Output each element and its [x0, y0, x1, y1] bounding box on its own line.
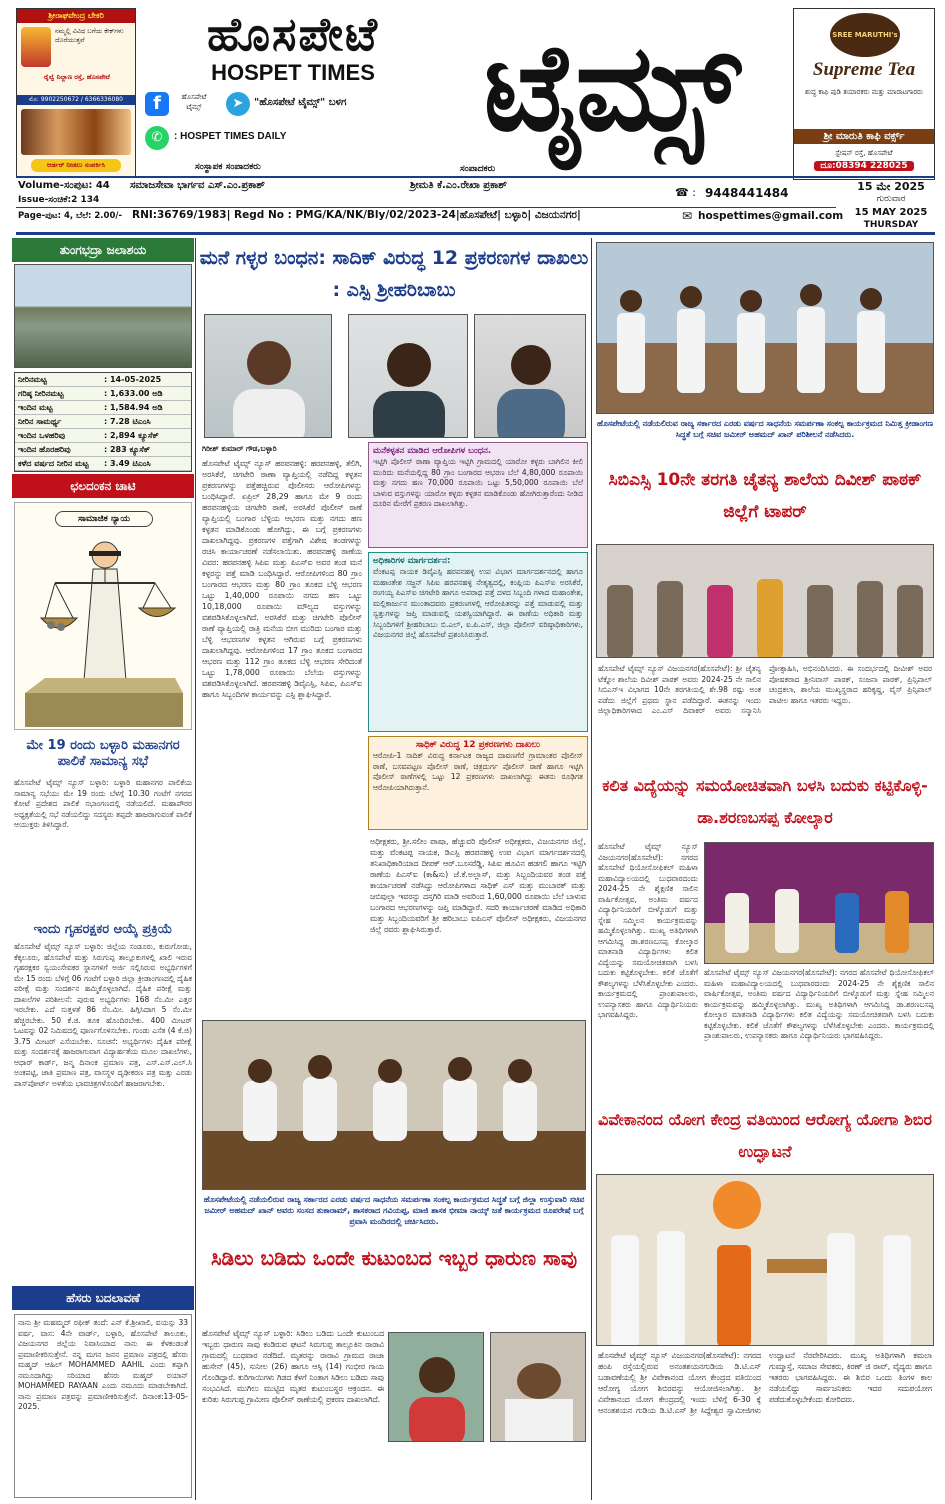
title-english: HOSPET TIMES: [211, 60, 375, 85]
accused-photo-1: [204, 314, 332, 438]
masthead: [0, 0, 945, 236]
stadium-caption: ಹೊಸಪೇಟೆಯಲ್ಲಿ ನಡೆಯಲಿರುವ ರಾಜ್ಯ ಸರ್ಕಾರದ ಎರಡು ವರ್ಷದ ಸಾಧನೆಯ ಸಮರ್ಪಣಾ ಸಂಕಲ್ಪ ಕಾರ್ಯಕ್ರಮದ ನಿಮಿತ್ತ ಕ್ರೀಡಾಂಗಣ ಸಿದ್ಧತೆ ಬಗ್ಗೆ ಸಚಿವ ಜಮೀರ್ ಅಹಮದ್ ಖಾನ್ ಪರಿಶೀಲನೆ ನಡೆಸಿದರು.: [596, 419, 934, 439]
dam-row-value: : 283 ಕ್ಯೂಸೆಕ್: [104, 445, 151, 454]
telegram-label: "ಹೊಸಪೇಟೆ ಟೈಮ್ಸ್" ಬಳಗ: [254, 97, 347, 108]
phone-number: 9448441484: [705, 186, 789, 200]
dam-row-label: ನೀರಿನಮಟ್ಟ: [18, 375, 47, 384]
cbse-photo: [596, 544, 934, 658]
info-box-3-body: ಆರೋಪಿ-1 ಸಾದಿಕ್ ವಿರುದ್ಧ ಕರ್ನಾಟಕ ರಾಜ್ಯದ ದಾವಣಗೆರೆ ಗ್ರಾಮಾಂತರ ಪೊಲೀಸ್ ಠಾಣೆ, ಬಸವಪಟ್ಟಣ ಪೊಲೀಸ್ ಠಾಣೆ, ಚಿತ್ರದುರ್ಗ ಪೊಲೀಸ್ ಠಾಣೆ ಹಾಗೂ ಇಟ್ಟಿಗಿ ಪೊಲೀಸ್ ಠಾಣೆಗಳಲ್ಲಿ ಒಟ್ಟು 12 ಪ್ರಕರಣಗಳು ದಾಖಲಾಗಿದ್ದು ಈತನು ರೂಢಿಗತ ಆರೋಪಿಯಾಗಿರುತ್ತಾನೆ.: [373, 751, 583, 792]
editor-name: ಶ್ರೀಮತಿ ಕೆ.ಎಂ.ರೇಖಾ ಪ್ರಕಾಶ್: [410, 180, 507, 191]
lead-byline: ಗಿರೀಶ್ ಕುಮಾರ್ ಗೌಡ,ಬಳ್ಳಾರಿ: [202, 444, 277, 453]
yoga-body: ಹೊಸಪೇಟೆ ಟೈಮ್ಸ್ ನ್ಯೂಸ್ ವಿಜಯನಗರ(ಹೊಸಪೇಟೆ): ನಗರದ ಹಂಪಿ ರಸ್ತೆಯಲ್ಲಿರುವ ಅನಂತಶಯನಗುಡಿಯ ಡಿ.ಟಿ.ಎಸ್ ಬಡಾವಣೆಯಲ್ಲಿ ಶ್ರೀ ವಿವೇಕಾನಂದ ಯೋಗ ಕೇಂದ್ರದ ವತಿಯಿಂದ ಆರೋಗ್ಯ ಯೋಗ ಶಿಬಿರವನ್ನು ಆಯೋಜಿಸಲಾಗಿತ್ತು. ಶ್ರೀ ವಿವೇಕಾನಂದ ಯೋಗ ಕೇಂದ್ರದಲ್ಲಿ ಇಂದು ಬೆಳಿಗ್ಗೆ 6-30 ಕ್ಕೆ ಆನಂತಶಯನ ಗುಡಿಯ ಡಿ.ಟಿ.ಎಸ್ ಶ್ರೀ ಸಿದ್ದೇಶ್ವರ ಸ್ವಾಮೀಜಿಗಳು ಉದ್ಘಾಟನೆ ನೆರವೇರಿಸಿದರು. ಮುಖ್ಯ ಅತಿಥಿಗಳಾಗಿ ಕಮಲಾ ಗುಮ್ಮಾಸ್ತೆ, ಸಮಾಜ ಸೇವಕರು, ಕಿರಣ್ ಜಿ ರಾವ್, ವೈದ್ಯರು ಹಾಗೂ ಇತರರು ಭಾಗವಹಿಸಿದ್ದರು. ಈ ಶಿಬಿರ ಒಂದು ತಿಂಗಳ ಕಾಲ ನಡೆಯಲಿದ್ದು ಸಾರ್ವಜನಿಕರು ಇದರ ಸದುಪಯೋಗ ಪಡೆದುಕೊಳ್ಳಬೇಕೆಂದು ಕೋರಿದರು.: [598, 1351, 932, 1415]
date-kannada: 15 ಮೇ 2025: [857, 180, 925, 193]
center-column: [198, 238, 590, 1500]
dam-row: [15, 401, 191, 415]
stadium-photo: [596, 242, 934, 414]
whatsapp-label: : HOSPET TIMES DAILY: [174, 131, 287, 142]
founder-label: ಸಂಸ್ಥಾಪಕ ಸಂಪಾದಕರು: [195, 162, 261, 172]
tea-logo: SREE MARUTHI's: [830, 13, 900, 57]
cartoon-title: ಛಲದಂಕನ ಚಾಟಿ: [12, 474, 194, 498]
tea-ad: [793, 8, 935, 180]
name-change-body: ನಾನು ಶ್ರೀ ಮಹಮ್ಮದ್ ರಫೀಕ್ ತಂದೆ: ಎನ್ ಕೆ.ಶ್ರೀಖಾಲಿ, ವಯಸ್ಸು 33 ವರ್ಷ, ವಾಸ: 4ನೇ ವಾರ್ಡ್, ಬಳ್ಳಾರಿ, ಹೊಸಪೇಟೆ ತಾಲೂಕು, ವಿಜಯನಗರ ಜಿಲ್ಲೆಯ ನಿವಾಸಿಯಾದ ನಾನು ಈ ಕೆಳಕಂಡಂತೆ ಪ್ರಮಾಣೀಕರಿಸುತ್ತೇನೆ. ನನ್ನ ಮಗನ ಜನನ ಪ್ರಮಾಣ ಪತ್ರದಲ್ಲಿ ಹೆಸರು ಮಹ್ಮದ್ ಆಹಿಲ್ MOHAMMED AAHIL ಎಂದು ತಪ್ಪಾಗಿ ನಮೂದಾಗಿದ್ದು ಸರಿಯಾದ ಹೆಸರು ಮಹ್ಮದ್ ರಯಾನ್ MOHAMMED RAYAAN ಎಂದು ನಮೂದು ಮಾಡಬೇಕಾಗಿದೆ. ನಾನು ಪ್ರಮಾಣ ಪತ್ರವನ್ನು ಪ್ರಮಾಣೀಕರಿಸುತ್ತೇನೆ. ದಿನಾಂಕ:13-05-2025.: [14, 1314, 192, 1498]
meeting-body: ಹೊಸಪೇಟೆ ಟೈಮ್ಸ್ ನ್ಯೂಸ್ ಬಳ್ಳಾರಿ: ಬಳ್ಳಾರಿ ಮಹಾನಗರ ಪಾಲಿಕೆಯ ಸಾಮಾನ್ಯ ಸಭೆಯು ಮೇ 19 ರಂದು ಬೆಳಗ್ಗೆ 10.30 ಗಂಟೆಗೆ ನಗರದ ಕೋಟೆ ಪ್ರದೇಶದ ಪಾಲಿಕೆ ಸಭಾಂಗಣದಲ್ಲಿ ನಡೆಯಲಿದೆ. ಮಹಾಪೌರರ ಅಧ್ಯಕ್ಷತೆಯಲ್ಲಿ ಸಭೆ ನಡೆಯಲಿದ್ದು ಸದಸ್ಯರು ತಪ್ಪದೇ ಹಾಜರಾಗುವಂತೆ ಪಾಲಿಕೆ ಆಯುಕ್ತರು ತಿಳಿಸಿದ್ದಾರೆ.: [14, 778, 192, 829]
dam-row-label: ಇಂದಿನ ಮಟ್ಟ: [18, 403, 53, 412]
dam-row: [15, 429, 191, 443]
volume: Volume-ಸಂಪುಟ: 44: [18, 180, 110, 191]
tea-shop: ಶ್ರೀ ಮಾರುತಿ ಕಾಫಿ ವರ್ಕ್ಸ್: [794, 129, 934, 144]
bakery-ad-phone: ಮೊ: 9902250672 / 6366336080: [17, 95, 135, 105]
deity-image: [21, 27, 51, 67]
cake-image: [21, 109, 131, 155]
dam-row-value: : 2,894 ಕ್ಯೂಸೆಕ್: [104, 431, 159, 440]
name-change-title: ಹೆಸರು ಬದಲಾವಣೆ: [12, 1286, 194, 1310]
info-box-1-body: ಇಟ್ಟಿಗಿ ಪೊಲೀಸ್ ಠಾಣಾ ವ್ಯಾಪ್ತಿಯ ಇಟ್ಟಿಗಿ ಗ್ರಾಮದಲ್ಲಿ ಯಾರೋ ಕಳ್ಳರು ಬಾಗಿಲಿನ ಕೀಲಿ ಮುರಿದು ಮನೆಯಲ್ಲಿದ್ದ 80 ಗ್ರಾಂ ಬಂಗಾರದ ಆಭರಣ ಬೆಲೆ 4,80,000 ರೂಪಾಯಿ ಮತ್ತು ನಗದು ಹಣ 70,000 ರೂಪಾಯಿ ಒಟ್ಟು 5,50,000 ರೂಪಾಯಿ ಬೆಲೆ ಬಾಳುವ ವಸ್ತುಗಳನ್ನು ಯಾರೋ ಕಳ್ಳರು ಕಳ್ಳತನ ಮಾಡಿಕೊಂಡು ಹೋಗಿರುತ್ತಾರೆಂದು ನೀಡಿದ ದೂರಿನ ಮೇರೆಗೆ ಪ್ರಕರಣ ದಾಖಲಾಗಿತ್ತು.: [373, 457, 583, 508]
left-column: [12, 238, 194, 1500]
dam-row: [15, 387, 191, 401]
date-english: 15 MAY 2025: [854, 207, 928, 218]
meeting-photo: [202, 1020, 586, 1190]
right-column: [594, 238, 936, 1500]
dam-row-label: ನೀರಿನ ಸಾಮರ್ಥ್ಯ: [18, 417, 62, 426]
dam-row-value: : 1,633.00 ಅಡಿ: [104, 389, 163, 398]
dam-row-value: : 14-05-2025: [104, 375, 162, 384]
telegram-icon[interactable]: ➤: [226, 92, 250, 116]
founder-name: ಸಮಾಜಸೇವಾ ಭಾರ್ಗವ ಎಸ್.ಎಂ.ಪ್ರಕಾಶ್: [130, 180, 265, 191]
lead-body-continued: ಅಧೀಕ್ಷಕರು, ಶ್ರೀ.ಸಲೀಂ ಪಾಷಾ, ಹೆಚ್ಚುವರಿ ಪೊಲೀಸ್ ಅಧೀಕ್ಷಕರು, ವಿಜಯನಗರ ಜಿಲ್ಲೆ, ಮತ್ತು ವೆಂಕಟಪ್ಪ ನಾಯಕ, ಡಿಎಸ್ಪಿ ಹರಪನಹಳ್ಳಿ ಉಪ ವಿಭಾಗ ಮಾರ್ಗದರ್ಶನದಲ್ಲಿ ತನಿಖಾಧಿಕಾರಿಯಾದ ದೀಪಕ್ ಆರ್.ಬೂಸರೆಡ್ಡಿ, ಸಿಪಿಐ ಹೂವಿನ ಹಡಗಲಿ ಹಾಗೂ ಇಟ್ಟಿಗಿ ಠಾಣೆಯ ಪಿಎಸ್‌ಐ (ಕಾ&ಸು) ಜೆ.ಕೆ.ಅಲ್ಲಾಸ್, ಮತ್ತು ಸಿಬ್ಬಂದಿಯವರ ತಂಡ ಪತ್ತೆ ಕಾರ್ಯಾಚರಣೆ ನಡೆಸಿದ್ದು ಆರೋಪಿಗಳಾದ ಸಾಧಿಕ್ ಎಸ್ ಮತ್ತು ಮುಬಾರಕ್ ಮತ್ತು ಜಬಿವುಲ್ಲಾ ಇವರನ್ನು ದಸ್ತಗಿರಿ ಮಾಡಿ ಅವರಿಂದ 1,60,000 ರೂಪಾಯಿ ಬೆಲೆ ಬಾಳುವ ಬಂಗಾರದ ಆಭರಣಗಳನ್ನು ಜಪ್ತಿ ಮಾಡಿದ್ದಾರೆ. ಸದರಿ ಕಾರ್ಯಾಚರಣೆ ಮಾಡಿದ ಅಧಿಕಾರಿ ಮತ್ತು ಸಿಬ್ಬಂದಿಯವರಿಗೆ ಶ್ರೀ ಹರಿಬಾಬು ಐಪಿಎಸ್ ಪೊಲೀಸ್ ಅಧೀಕ್ಷಕರು, ವಿಜಯನಗರ ಜಿಲ್ಲೆ ರವರು ಶ್ಲಾಘಿಸಿರುತ್ತಾರೆ.: [370, 837, 586, 934]
tea-desc: ಶುದ್ಧ ಕಾಫಿ ಪುಡಿ ತಯಾರಕರು ಮತ್ತು ಮಾರಾಟಗಾರರು: [805, 88, 923, 96]
cartoon-panel: [14, 502, 192, 730]
info-box-1: [368, 442, 588, 548]
dam-row: [15, 457, 191, 471]
dam-row-label: ಗರಿಷ್ಠ ನೀರಿನಮಟ್ಟ: [18, 389, 64, 398]
title-kannada-small: ಹೊಸಪೇಟೆ: [206, 7, 380, 61]
info-box-2-title: ಅಧಿಕಾರಿಗಳ ಮಾರ್ಗದರ್ಶನ:: [373, 556, 451, 566]
tea-address: ಸ್ಟೇಷನ್ ರಸ್ತೆ, ಹೊಸಪೇಟೆ: [835, 149, 893, 157]
info-box-1-title: ಮನೆಕಳ್ಳತನ ಮಾಡಿದ ಆರೋಪಿಗಳ ಬಂಧನ.: [373, 446, 492, 456]
dam-row-value: : 7.28 ಟಿಎಂಸಿ: [104, 417, 151, 426]
victim-photo-2: [490, 1332, 586, 1442]
dam-table: [14, 372, 192, 472]
dam-title: ತುಂಗಭದ್ರಾ ಜಲಾಶಯ: [12, 238, 194, 262]
registration-line: RNI:36769/1983| Regd No : PMG/KA/NK/Bly/02/2023-24|ಹೊಸಪೇಟೆ| ಬಳ್ಳಾರಿ| ವಿಜಯನಗರ|: [132, 209, 581, 221]
exam-body: ಹೊಸಪೇಟೆ ಟೈಮ್ಸ್ ನ್ಯೂಸ್ ಬಳ್ಳಾರಿ: ಜಿಲ್ಲೆಯ ಸಂಡೂರು, ಕುರುಗೋಡು, ಕೆಕ್ಕಲೂರು, ಹೊಸಪೇಟೆ ಮತ್ತು ಸಿರುಗುಪ್ಪ ತಾಲ್ಲೂಕುಗಳಲ್ಲಿ ಖಾಲಿ ಇರುವ ಗೃಹರಕ್ಷಕರ ಸ್ವಯಂಸೇವಕರ ಸ್ಥಾನಗಳಿಗೆ ಅರ್ಜಿ ಸಲ್ಲಿಸಿರುವ ಅಭ್ಯರ್ಥಿಗಳಿಗೆ ಮೇ 15 ರಂದು ಬೆಳಿಗ್ಗೆ 06 ಗಂಟೆಗೆ ಬಳ್ಳಾರಿ ಜಿಲ್ಲಾ ಕ್ರೀಡಾಂಗಣದಲ್ಲಿ ದೈಹಿಕ ಪರೀಕ್ಷೆ ಮತ್ತು ಸಂದರ್ಶನ ಹಮ್ಮಿಕೊಳ್ಳಲಾಗಿದೆ. ದೈಹಿಕ ಪರೀಕ್ಷೆ ಮತ್ತು ದಾಖಲೆಗಳ ಪರಿಶೀಲನೆ: ಪುರುಷ ಅಭ್ಯರ್ಥಿಗಳು 168 ಸೆಂ.ಮೀ ಎತ್ತರ ಇರಬೇಕು. ಎದೆ ಸುತ್ತಳತೆ 86 ಸೆಂ.ಮೀ. ಹಿಗ್ಗಿಸಿದಾಗ 5 ಸೆಂ.ಮೀ ಹೆಚ್ಚಿರಬೇಕು. 50 ಕೆ.ಜಿ. ತೂಕ ಹೊಂದಿರಬೇಕು. 400 ಮೀಟರ್ ಓಟವನ್ನು 02 ನಿಮಿಷದಲ್ಲಿ ಪೂರ್ಣಗೊಳಿಸಬೇಕು. ಗುಂಡು ಎಸೆತ (4 ಕೆ.ಜಿ) 3.75 ಮೀಟರ್ ಎಸೆಯಬೇಕು. ಸೂಚನೆ: ಅಭ್ಯರ್ಥಿಗಳು ದೈಹಿಕ ಪರೀಕ್ಷೆ ಮತ್ತು ಸಂದರ್ಶನಕ್ಕೆ ಹಾಜರಾಗುವಾಗ ವಿದ್ಯಾರ್ಹತೆಯ ಮೂಲ ದಾಖಲೆಗಳು, ಆಧಾರ್ ಕಾರ್ಡ್, ಜನ್ಮ ದಿನಾಂಕ ಪ್ರಮಾಣ ಪತ್ರ, ಎಸ್.ಎಸ್.ಎಲ್.ಸಿ ಅಂಕಪಟ್ಟಿ, ಜಾತಿ ಪ್ರಮಾಣ ಪತ್ರ, ವಾಸಸ್ಥಳ ದೃಢೀಕರಣ ಪತ್ರ ಮತ್ತು ಎರಡು ಪಾಸ್‌ಪೋರ್ಟ್ ಅಳತೆಯ ಭಾವಚಿತ್ರಗಳೊಂದಿಗೆ ಹಾಜರಾಗಬೇಕು.: [14, 942, 192, 1088]
info-box-2-body: ವೆಂಕಟಪ್ಪ ನಾಯಕ ಡಿವೈಎಸ್ಪಿ ಹರಪನಹಳ್ಳಿ ಉಪ ವಿಭಾಗ ಮಾರ್ಗದರ್ಶನದಲ್ಲಿ ಹಾಗೂ ಮಹಾಂತೇಶ ಸಜ್ಜನ್ ಸಿಪಿಐ ಹರಪನಹಳ್ಳಿ ನೇತೃತ್ವದಲ್ಲಿ, ಕಂಪ್ಲಿಯ ಪಿಎಸ್‌ಐ ಅರಸಿಕೆರೆ, ರಂಗಯ್ಯ ಪಿಎಸ್‌ಐ ಚಿಗಟೇರಿ ಹಾಗೂ ಅಪರಾಧ ಪತ್ತೆ ದಳದ ಸಿಬ್ಬಂದಿ ಗಳಾದ ಮಹಾಂತೇಶ, ಮಲ್ಲಿಕಾರ್ಜುನ ಮುಂತಾದವರು ಪ್ರಕರಣಗಳಲ್ಲಿ ಆರೋಪಿತರನ್ನು ಪತ್ತೆ ಮಾಡುವಲ್ಲಿ ಮತ್ತು ಸ್ವತ್ತುಗಳನ್ನು ಜಪ್ತಿ ಮಾಡುವಲ್ಲಿ ಯಶಸ್ವಿಯಾಗಿದ್ದಾರೆ. ಈ ಠಾಣೆಯ ಅಧಿಕಾರಿ ಮತ್ತು ಸಿಬ್ಬಂದಿಗಳಿಗೆ ಶ್ರೀಹರಿಬಾಬು ಬಿ.ಎಲ್, ಐ.ಪಿ.ಎಸ್, ಜಿಲ್ಲಾ ಪೊಲೀಸ್ ವರಿಷ್ಠಾಧಿಕಾರಿಗಳು, ವಿಜಯನಗರ ಜಿಲ್ಲೆ ಹೊಸಪೇಟೆ ಪ್ರಶಂಸಿಸಿರುತ್ತಾರೆ.: [373, 567, 583, 639]
dam-photo: [14, 264, 192, 368]
facebook-icon[interactable]: f: [145, 92, 169, 116]
lead-body: ಹೊಸಪೇಟೆ ಟೈಮ್ಸ್ ನ್ಯೂಸ್ ಹರಪನಹಳ್ಳಿ: ಹರಪನಹಳ್ಳಿ, ತೆಲಿಗಿ, ಅರಸಿಕೆರೆ, ಚಿಗಟೇರಿ ಠಾಣಾ ವ್ಯಾಪ್ತಿಯಲ್ಲಿ ನಡೆದಿದ್ದ ಕಳ್ಳತನ ಪ್ರಕರಣಗಳನ್ನು ಪತ್ತೆಹಚ್ಚಿರುವ ಪೊಲೀಸರು ಆರೋಪಿಗಳನ್ನು ಬಂಧಿಸಿದ್ದಾರೆ. ಏಪ್ರಿಲ್ 28,29 ಹಾಗೂ ಮೇ 9 ರಂದು ಹರಪನಹಳ್ಳಿಯ ಚಿಗಟೇರಿ ಠಾಣೆ, ಅರಸಿಕೆರೆ ಪೊಲೀಸ್ ಠಾಣೆ ವ್ಯಾಪ್ತಿಯಲ್ಲಿ ಬಂಗಾರ ಬೆಳ್ಳಿಯ ಆಭರಣ ಮತ್ತು ನಗದು ಹಣ ಕಳ್ಳತನ ಮಾಡಿಕೊಂಡು ಹೋಗಿದ್ದು, ಈ ಬಗ್ಗೆ ಪ್ರಕರಣಗಳು ದಾಖಲಾಗಿದ್ದವು. ಪ್ರಕರಣಗಳ ಪತ್ತೆಗಾಗಿ ವಿಶೇಷ ತಂಡಗಳನ್ನು ರಚಿಸಿ ಕಾರ್ಯಾಚರಣೆ ನಡೆಸಲಾಯಿತು. ಹರಪನಹಳ್ಳಿ ಠಾಣೆಯ ವಿವರ: ಹರಪನಹಳ್ಳಿ ಸಿಪಿಐ ಮತ್ತು ಪಿಎಸ್‌ಐ ಅವರ ತಂಡ ಮನೆ ಕಳ್ಳರನ್ನು ಪತ್ತೆ ಮಾಡಿ ಬಂಧಿಸಿದ್ದಾರೆ. ಆರೋಪಿಗಳಿಂದ 80 ಗ್ರಾಂ ಬಂಗಾರದ ಆಭರಣ ಮತ್ತು 80 ಗ್ರಾಂ ತೂಕದ ಬೆಳ್ಳಿ ಆಭರಣ ಒಟ್ಟು 1,40,000 ರೂಪಾಯಿ ನಗದು ಹಣ ಒಟ್ಟು 10,18,000 ರೂಪಾಯಿ ಮೌಲ್ಯದ ವಸ್ತುಗಳನ್ನು ವಶಪಡಿಸಿಕೊಳ್ಳಲಾಗಿದೆ. ಅರಸಿಕೆರೆ ಮತ್ತು ಚಿಗಟೇರಿ ಪೊಲೀಸ್ ಠಾಣೆ ವ್ಯಾಪ್ತಿಯಲ್ಲಿ ರಾತ್ರಿ ಮನೆಯ ಬೀಗ ಮುರಿದು ಬಂಗಾರ ಮತ್ತು ಬೆಳ್ಳಿ ಆಭರಣಗಳ ಕಳ್ಳತನ ಆಗಿರುವ ಬಗ್ಗೆ ಪ್ರಕರಣಗಳು ದಾಖಲಾಗಿದ್ದವು. ಆರೋಪಿಗಳಿಂದ 17 ಗ್ರಾಂ ತೂಕದ ಬಂಗಾರದ ಆಭರಣ ಮತ್ತು 112 ಗ್ರಾಂ ತೂಕದ ಬೆಳ್ಳಿ ಆಭರಣ ಸೇರಿದಂತೆ ಒಟ್ಟು 1,78,000 ರೂಪಾಯಿ ಬೆಲೆಯ ವಸ್ತುಗಳನ್ನು ವಶಪಡಿಸಿಕೊಳ್ಳಲಾಗಿದೆ. ಹರಪನಹಳ್ಳಿ ಡಿವೈಎಸ್ಪಿ, ಸಿಪಿಐ, ಪಿಎಸ್‌ಐ ಹಾಗೂ ಸಿಬ್ಬಂದಿಗಳ ಕಾರ್ಯವನ್ನು ಎಸ್ಪಿ ಶ್ಲಾಘಿಸಿದ್ದಾರೆ.: [202, 459, 362, 699]
pages-price: Page-ಪುಟ: 4, ಬೆಲೆ: 2.00/-: [18, 211, 123, 221]
cbse-body: ಹೊಸಪೇಟೆ ಟೈಮ್ಸ್ ನ್ಯೂಸ್ ವಿಜಯನಗರ(ಹೊಸಪೇಟೆ): ಶ್ರೀ ಚೈತನ್ಯ ಟೆಕ್ನೋ ಶಾಲೆಯ ದಿವೀಶ್ ಪಾಠಕ್ ಅವರು 2024-25 ನೇ ಸಾಲಿನ ಸಿಬಿಎಸ್ಇ ವಿಭಾಗದ 10ನೇ ತರಗತಿಯಲ್ಲಿ ಶೇ.98 ರಷ್ಟು ಅಂಕ ಪಡೆದು ಜಿಲ್ಲೆಗೆ ಪ್ರಥಮ ಸ್ಥಾನ ಪಡೆದಿದ್ದಾರೆ. ಈತನನ್ನು ಇಂದು ಜಿಲ್ಲಾಧಿಕಾರಿಗಳಾದ ಎಂ.ಎಸ್ ದಿವಾಕರ್ ಅವರು ಸನ್ಮಾನಿಸಿ ಪ್ರೋತ್ಸಾಹಿಸಿ, ಅಭಿನಂದಿಸಿದರು. ಈ ಸಂದರ್ಭದಲ್ಲಿ ದೀವೀಶ್ ಅವರ ಪೋಷಕರಾದ ಶ್ರೀನಿವಾಸ್ ಪಾಠಕ್, ಸಂಜನಾ ಪಾಠಕ್, ಪ್ರಿನ್ಸಿಪಾಲ್ ಚಂದ್ರಕಲಾ, ಶಾಲೆಯ ಮುಖ್ಯಸ್ಥರಾದ ಹರಿಕೃಷ್ಣ, ವೈಸ್ ಪ್ರಿನ್ಸಿಪಾಲ್ ಪಾಟೀಲ ಹಾಗೂ ಇತರರು ಇದ್ದರು.: [598, 664, 932, 715]
education-body: ಹೊಸಪೇಟೆ ಟೈಮ್ಸ್ ನ್ಯೂಸ್ ವಿಜಯನಗರ(ಹೊಸಪೇಟೆ): ನಗರದ ಹೊಸಪೇಟೆ ಥಿಯೋಸೋಫಿಕಲ್ ಮಹಿಳಾ ಮಹಾವಿದ್ಯಾಲಯದಲ್ಲಿ ಬುಧವಾರದಂದು 2024-25 ನೇ ಶೈಕ್ಷಣಿಕ ಸಾಲಿನ ವಾರ್ಷಿಕೋತ್ಸವ, ಅಂತಿಮ ವರ್ಷದ ವಿದ್ಯಾರ್ಥಿನಿಯರಿಗೆ ಬೀಳ್ಕೊಡುಗೆ ಮತ್ತು ಸ್ನೇಹ ಸಮ್ಮಿಲನ ಕಾರ್ಯಕ್ರಮವನ್ನು ಹಮ್ಮಿಕೊಳ್ಳಲಾಗಿತ್ತು. ಮುಖ್ಯ ಅತಿಥಿಗಳಾಗಿ ಆಗಮಿಸಿದ್ದ ಡಾ.ಶರಣಬಸಪ್ಪ ಕೋಲ್ಕಾರ ಮಾತನಾಡಿ ವಿದ್ಯಾರ್ಥಿಗಳು ಕಲಿತ ವಿದ್ಯೆಯನ್ನು ಸಮಯೋಚಿತವಾಗಿ ಬಳಸಿ ಬದುಕು ಕಟ್ಟಿಕೊಳ್ಳಬೇಕು. ಕಲಿಕೆ ಜೊತೆಗೆ ಕೌಶಲ್ಯಗಳನ್ನು ಬೆಳೆಸಿಕೊಳ್ಳಬೇಕು ಎಂದರು. ಕಾರ್ಯಕ್ರಮದಲ್ಲಿ ಪ್ರಾಂಶುಪಾಲರು, ಉಪನ್ಯಾಸಕರು ಹಾಗೂ ವಿದ್ಯಾರ್ಥಿನಿಯರು ಭಾಗವಹಿಸಿದ್ದರು.: [598, 842, 698, 1019]
tea-name: Supreme Tea: [812, 59, 916, 80]
victim-photo-1: [388, 1332, 484, 1442]
yoga-photo: [596, 1174, 934, 1346]
phone-icon: ☎ :: [675, 186, 696, 199]
dam-row-value: : 1,584.94 ಅಡಿ: [104, 403, 163, 412]
bakery-ad-footer: ಆರ್ಡರ್ ನೀಡಲು ಸಂಪರ್ಕಿಸಿ: [31, 159, 121, 172]
dam-row-label: ಇಂದಿನ ಹೊರಹರಿವು: [18, 445, 71, 454]
cbse-headline: ಸಿಬಿಎಸ್ಸಿ 10ನೇ ತರಗತಿ ಚೈತನ್ಯ ಶಾಲೆಯ ದಿವೀಶ್ ಪಾಠಕ್ ಜಿಲ್ಲೆಗೆ ಟಾಪರ್: [608, 470, 922, 522]
title-kannada-big: ಟೈಮ್ಸ್: [483, 19, 737, 158]
thunder-headline: ಸಿಡಿಲು ಬಡಿದು ಒಂದೇ ಕುಟುಂಬದ ಇಬ್ಬರ ಧಾರುಣ ಸಾವು: [210, 1246, 578, 1270]
dam-row-value: : 3.49 ಟಿಎಂಸಿ: [104, 459, 151, 468]
justice-cartoon: [15, 503, 192, 730]
whatsapp-icon[interactable]: ✆: [145, 126, 169, 150]
education-headline: ಕಲಿತ ವಿದ್ಯೆಯನ್ನು ಸಮಯೋಚಿತವಾಗಿ ಬಳಸಿ ಬದುಕು ಕಟ್ಟಿಕೊಳ್ಳಿ-ಡಾ.ಶರಣಬಸಪ್ಪ ಕೋಲ್ಕಾರ: [602, 776, 928, 827]
cartoon-caption: ಸಾಮಾಜಿಕ ನ್ಯಾಯ: [55, 511, 153, 527]
meeting-caption: ಹೊಸಪೇಟೆಯಲ್ಲಿ ನಡೆಯಲಿರುವ ರಾಜ್ಯ ಸರ್ಕಾರದ ಎರಡು ವರ್ಷದ ಸಾಧನೆಯ ಸಮರ್ಪಣಾ ಸಂಕಲ್ಪ ಕಾರ್ಯಕ್ರಮದ ಸಿದ್ಧತೆ ಬಗ್ಗೆ ಜಿಲ್ಲಾ ಉಸ್ತುವಾರಿ ಸಚಿವ ಜಮೀರ್ ಅಹಮದ್ ಖಾನ್ ಅವರು ಸಂಸದ ತುಕಾರಾಮ್, ಶಾಸಕರಾದ ಗವಿಯಪ್ಪ, ಮಾಜಿ ಶಾಸಕ ಭೀಮಾ ನಾಯ್ಕ್ ಜತೆ ಕಾರ್ಯಕ್ರಮದ ರೂಪರೇಷೆ ಬಗ್ಗೆ ಪ್ರವಾಸಿ ಮಂದಿರದಲ್ಲಿ ಚರ್ಚಿಸಿದರು.: [203, 1195, 585, 1226]
email[interactable]: hospettimes@gmail.com: [698, 210, 844, 222]
lead-headline: ಮನೆ ಗಳ್ಳರ ಬಂಧನ: ಸಾದಿಕ್ ವಿರುದ್ಧ 12 ಪ್ರಕರಣಗಳ ದಾಖಲು : ಎಸ್ಪಿ ಶ್ರೀಹರಿಬಾಬು: [199, 247, 589, 301]
tea-phone: ದೂ:08394 228025: [814, 161, 914, 171]
bakery-ad-tagline: ನಮ್ಮಲ್ಲಿ ವಿವಿಧ ಬಗೆಯ ಕೇಕ್‌ಗಳು ದೊರೆಯುತ್ತವೆ: [55, 27, 124, 44]
exam-headline: ಇಂದು ಗೃಹರಕ್ಷಕರ ಆಯ್ಕೆ ಪ್ರಕ್ರಿಯೆ: [33, 922, 173, 937]
dam-row: [15, 415, 191, 429]
bakery-ad-address: ರೈಲ್ವೆ ನಿಲ್ದಾಣ ರಸ್ತೆ, ಹೊಸಪೇಟೆ: [44, 73, 110, 81]
info-box-2: [368, 552, 588, 732]
editor-label: ಸಂಪಾದಕರು: [460, 164, 496, 174]
yoga-headline: ವಿವೇಕಾನಂದ ಯೋಗ ಕೇಂದ್ರ ವತಿಯಿಂದ ಆರೋಗ್ಯ ಯೋಗಾ ಶಿಬಿರ ಉದ್ಘಾಟನೆ: [598, 1110, 932, 1161]
facebook-label: ಹೊಸಪೇಟೆ ಟೈಮ್ಸ್: [181, 93, 207, 111]
meeting-headline: ಮೇ 19 ರಂದು ಬಳ್ಳಾರಿ ಮಹಾನಗರ ಪಾಲಿಕೆ ಸಾಮಾನ್ಯ ಸಭೆ: [26, 738, 180, 770]
info-box-3-title: ಸಾಧಿಕ್ ವಿರುದ್ಧ 12 ಪ್ರಕರಣಗಳು ದಾಖಲು: [416, 740, 540, 750]
day-english: THURSDAY: [863, 220, 919, 230]
bakery-ad-title: ಶ್ರೀರಾಘವೇಂದ್ರ ಬೇಕರಿ: [17, 9, 135, 23]
dam-row: [15, 443, 191, 457]
accused-photo-2: [348, 314, 468, 438]
dam-row-label: ಕಳೆದ ವರ್ಷದ ನೀರಿನ ಮಟ್ಟ: [18, 459, 89, 468]
college-photo: [704, 842, 934, 964]
dam-row: [15, 373, 191, 387]
issue: Issue-ಸಂಚಿಕೆ:2 134: [18, 195, 100, 205]
bakery-ad: [16, 8, 136, 178]
email-icon: ✉: [682, 209, 693, 223]
dam-row-label: ಇಂದಿನ ಒಳಹರಿವು: [18, 431, 66, 440]
day-kannada: ಗುರುವಾರ: [876, 194, 906, 204]
education-body-2: ಹೊಸಪೇಟೆ ಟೈಮ್ಸ್ ನ್ಯೂಸ್ ವಿಜಯನಗರ(ಹೊಸಪೇಟೆ): ನಗರದ ಹೊಸಪೇಟೆ ಥಿಯೋಸೋಫಿಕಲ್ ಮಹಿಳಾ ಮಹಾವಿದ್ಯಾಲಯದಲ್ಲಿ ಬುಧವಾರದಂದು 2024-25 ನೇ ಶೈಕ್ಷಣಿಕ ಸಾಲಿನ ವಾರ್ಷಿಕೋತ್ಸವ, ಅಂತಿಮ ವರ್ಷದ ವಿದ್ಯಾರ್ಥಿನಿಯರಿಗೆ ಬೀಳ್ಕೊಡುಗೆ ಮತ್ತು ಸ್ನೇಹ ಸಮ್ಮಿಲನ ಕಾರ್ಯಕ್ರಮವನ್ನು ಹಮ್ಮಿಕೊಳ್ಳಲಾಗಿತ್ತು. ಮುಖ್ಯ ಅತಿಥಿಗಳಾಗಿ ಆಗಮಿಸಿದ್ದ ಡಾ.ಶರಣಬಸಪ್ಪ ಕೋಲ್ಕಾರ ಮಾತನಾಡಿ ವಿದ್ಯಾರ್ಥಿಗಳು ಕಲಿತ ವಿದ್ಯೆಯನ್ನು ಸಮಯೋಚಿತವಾಗಿ ಬಳಸಿ ಬದುಕು ಕಟ್ಟಿಕೊಳ್ಳಬೇಕು. ಕಲಿಕೆ ಜೊತೆಗೆ ಕೌಶಲ್ಯಗಳನ್ನು ಬೆಳೆಸಿಕೊಳ್ಳಬೇಕು ಎಂದರು. ಕಾರ್ಯಕ್ರಮದಲ್ಲಿ ಪ್ರಾಂಶುಪಾಲರು, ಉಪನ್ಯಾಸಕರು ಹಾಗೂ ವಿದ್ಯಾರ್ಥಿನಿಯರು ಭಾಗವಹಿಸಿದ್ದರು.: [704, 968, 934, 1040]
thunder-body: ಹೊಸಪೇಟೆ ಟೈಮ್ಸ್ ನ್ಯೂಸ್ ಬಳ್ಳಾರಿ: ಸಿಡಿಲು ಬಡಿದು ಒಂದೇ ಕುಟುಂಬದ ಇಬ್ಬರು ಧಾರುಣ ಸಾವು ಕಂಡಿರುವ ಘಟನೆ ಸಿರುಗುಪ್ಪ ತಾಲ್ಲೂಕಿನ ರಾರಾವಿ ಗ್ರಾಮದಲ್ಲಿ ಬುಧವಾರ ನಡೆದಿದೆ. ಮೃತರನ್ನು ರಾರಾವಿ ಗ್ರಾಮದ ರಾಜಾ ಹುಸೇನ್ (45), ಸುನೀಲ (26) ಹಾಗೂ ಆಸ್ಸಿ (14) ಗಂಭೀರ ಗಾಯ ಗೊಂಡಿದ್ದಾರೆ. ಕುರಿಗಾಯಿಗಳು ಗಿಡದ ಕೆಳಗೆ ನಿಂತಾಗ ಸಿಡಿಲು ಬಡಿದು ಸಾವು ಸಂಭವಿಸಿದೆ. ಮುಗಿಲು ಮುಟ್ಟಿದ ಮೃತರ ಕುಟುಂಬಸ್ಥರ ಆಕ್ರಂದನ. ಈ ಕುರಿತು ಸಿರುಗುಪ್ಪ ಗ್ರಾಮೀಣ ಪೊಲೀಸ್ ಠಾಣೆಯಲ್ಲಿ ಪ್ರಕರಣ ದಾಖಲಾಗಿದೆ.: [202, 1329, 384, 1404]
accused-photo-3: [474, 314, 586, 438]
info-box-3: [368, 736, 588, 830]
